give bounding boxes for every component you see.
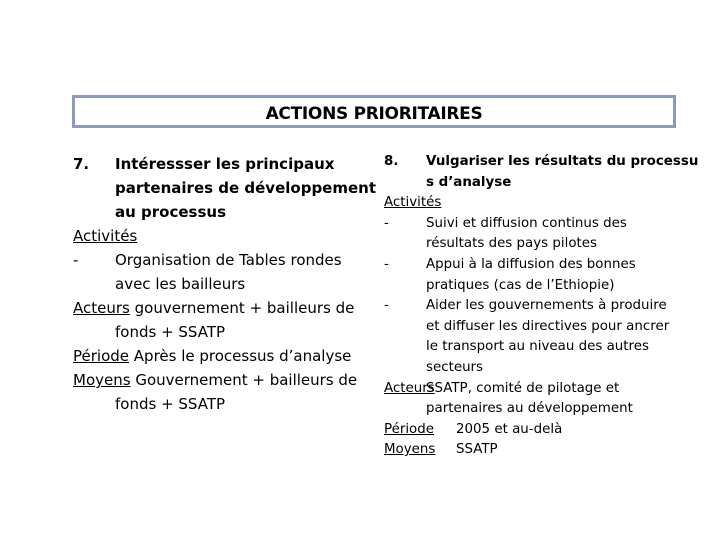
right-activity-line: le transport au niveau des autres [426,339,649,355]
left-acteurs: Acteurs gouvernement + bailleurs de [73,299,355,317]
right-periode: Période 2005 et au-delà [384,420,684,441]
right-heading: 8. Vulgariser les résultats du processu [384,152,684,173]
title-box [72,95,676,128]
right-activity: - Appui à la diffusion des bonnes [384,256,636,272]
left-heading-line: partenaires de développement [115,179,377,197]
left-acteurs-label: Acteurs [73,299,130,317]
right-activity-line: et diffuser les directives pour ancrer [426,318,670,334]
left-number: 7. [73,155,90,173]
left-activity-line: avec les bailleurs [115,275,246,293]
right-periode-label: Période [384,421,434,437]
right-activity: - Aider les gouvernements à produire [384,298,667,314]
left-activites-label: Activités [73,227,138,245]
right-heading-line: s d’analyse [426,174,512,190]
right-acteurs-label: Acteurs [384,380,435,396]
right-activity: - Suivi et diffusion continus des [384,215,627,231]
right-activity-line: secteurs [426,359,484,375]
right-moyens: Moyens SSATP [384,440,684,461]
right-acteurs-line: partenaires au développement [426,401,633,417]
right-moyens-label: Moyens [384,442,436,458]
left-periode: Période Après le processus d’analyse [73,347,352,365]
right-number: 8. [384,154,399,169]
left-moyens-label: Moyens [73,371,131,389]
left-acteurs-line: fonds + SSATP [115,323,226,341]
page-title: ACTIONS PRIORITAIRES [265,104,483,124]
left-column [73,152,377,416]
right-activity-line: résultats des pays pilotes [426,236,598,252]
left-periode-label: Période [73,347,130,365]
left-heading-line: au processus [115,203,226,221]
right-acteurs: ActeursSSATP, comité de pilotage et [384,379,684,400]
left-activity: - Organisation de Tables rondes [73,251,342,269]
left-moyens-line: fonds + SSATP [115,395,226,413]
left-heading: 7. Intéressser les principaux [73,152,373,176]
right-activity-line: pratiques (cas de l’Ethiopie) [426,277,615,293]
left-moyens: Moyens Gouvernement + bailleurs de [73,371,358,389]
right-activites-label: Activités [384,195,442,211]
right-column [384,152,699,461]
